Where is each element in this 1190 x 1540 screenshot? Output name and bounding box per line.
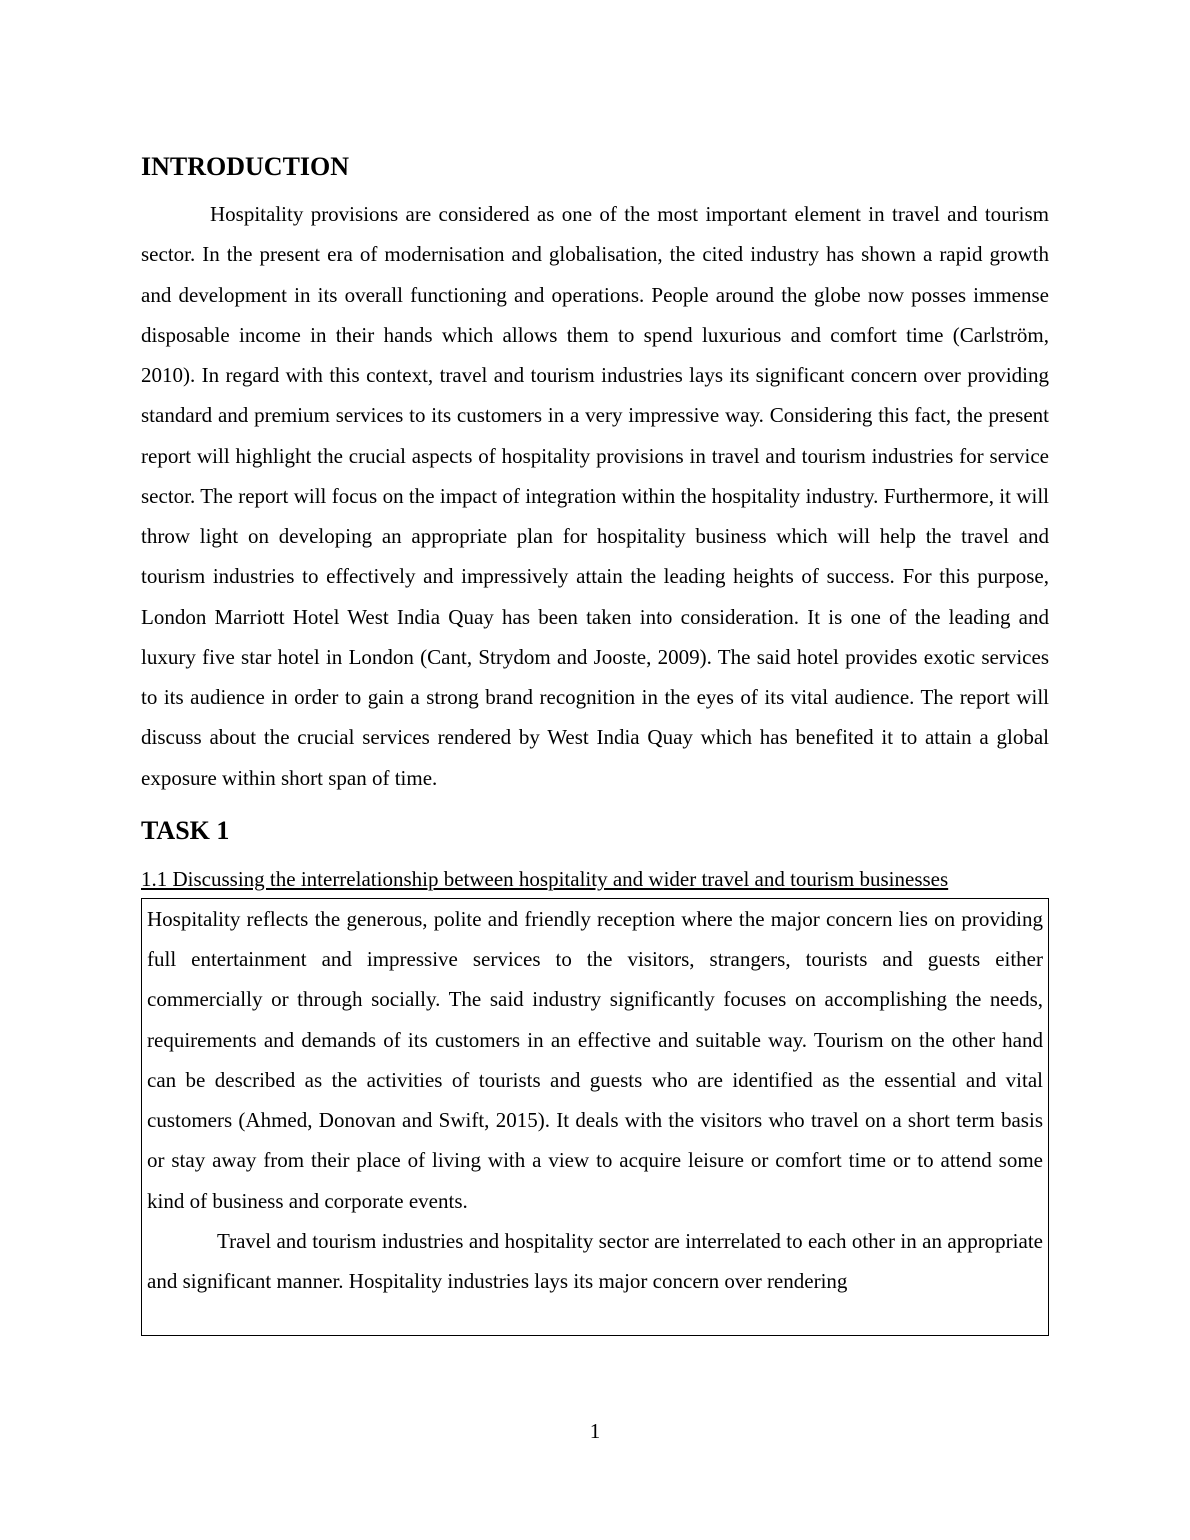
box-paragraph-interrelation: Travel and tourism industries and hospitality sector are interrelated to each other in an appropriate and significant manner. Hospitality industries lays its major concern over rendering	[147, 1228, 1043, 1293]
box-paragraph-hospitality: Hospitality reflects the generous, polite and friendly reception where the major concern lies on providing full entertainment and impressive services to the visitors, strangers, tourists and guests either commercially or through socially. The said industry significantly focuses on accomplishing the needs, requirements and demands of its customers in an effective and suitable way. Tourism on the other hand can be described as the activities of tourists and guests who are identified as the essential and vital customers (Ahmed, Donovan and Swift, 2015). It deals with the visitors who travel on a short term basis or stay away from their place of living with a view to acquire leisure or comfort time or to attend some kind of business and corporate events.	[147, 906, 1043, 1213]
page-number: 1	[589, 1419, 601, 1443]
introduction-heading: INTRODUCTION	[141, 152, 350, 181]
introduction-paragraph: Hospitality provisions are considered as one of the most important element in travel and tourism sector. In the present era of modernisation and globalisation, the cited industry has shown a rapid growth and development in its overall functioning and operations. People around the globe now posses immense disposable income in their hands which allows them to spend luxurious and comfort time (Carlström, 2010). In regard with this context, travel and tourism industries lays its significant concern over providing standard and premium services to its customers in a very impressive way. Considering this fact, the present report will highlight the crucial aspects of hospitality provisions in travel and tourism industries for service sector. The report will focus on the impact of integration within the hospitality industry. Furthermore, it will throw light on developing an appropriate plan for hospitality business which will help the travel and tourism industries to effectively and impressively attain the leading heights of success. For this purpose, London Marriott Hotel West India Quay has been taken into consideration. It is one of the leading and luxury five star hotel in London (Cant, Strydom and Jooste, 2009). The said hotel provides exotic services to its audience in order to gain a strong brand recognition in the eyes of its vital audience. The report will discuss about the crucial services rendered by West India Quay which has benefited it to attain a global exposure within short span of time.	[141, 202, 1049, 790]
task-1-heading: TASK 1	[141, 815, 230, 845]
section-1-1-subheading: 1.1 Discussing the interrelationship between hospitality and wider travel and tourism businesses	[141, 866, 949, 891]
bordered-text-box	[141, 898, 1049, 1336]
document-page	[141, 150, 1049, 1336]
